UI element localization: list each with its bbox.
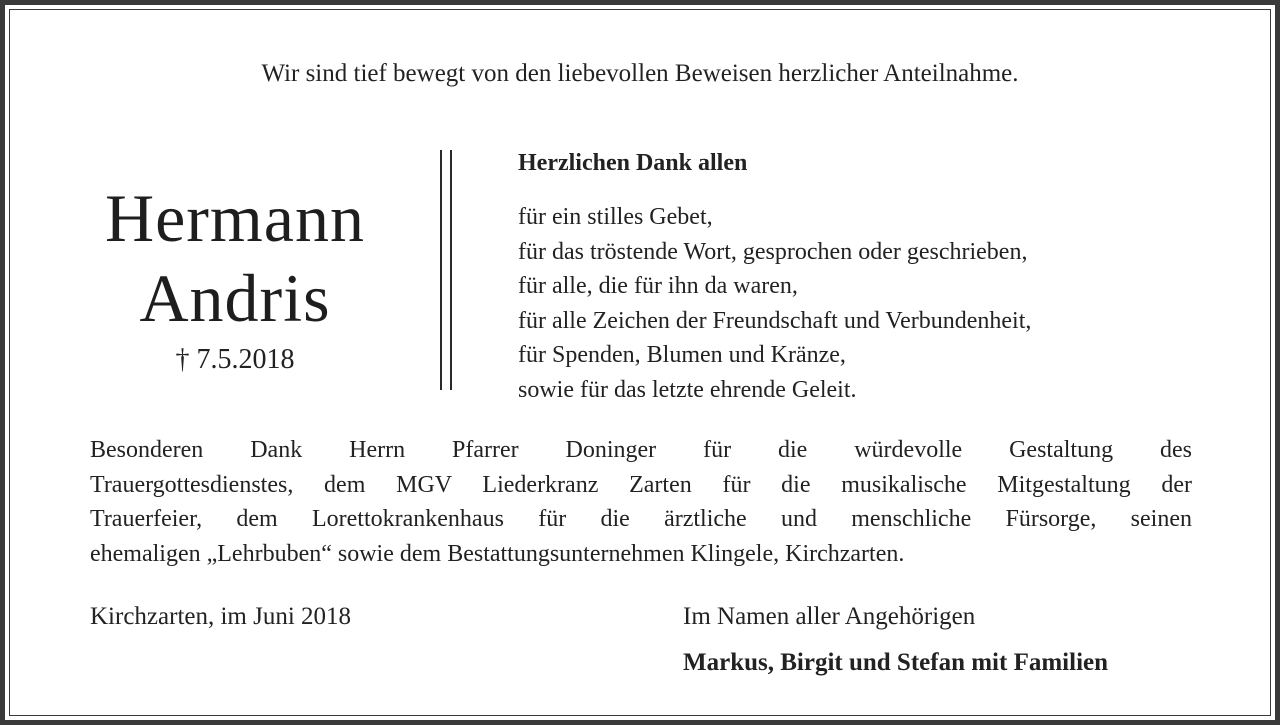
death-date: † 7.5.2018 xyxy=(175,344,295,375)
special-thanks-line: Besonderen Dank Herrn Pfarrer Doninger für die würdevolle Gestaltung des xyxy=(90,437,1192,463)
divider-line-left xyxy=(440,150,442,390)
thanks-item: für alle, die für ihn da waren, xyxy=(518,273,798,299)
thanks-item: für alle Zeichen der Freundschaft und Verbundenheit, xyxy=(518,307,1032,334)
thanks-item: sowie für das letzte ehrende Geleit. xyxy=(518,376,857,403)
signers-names: Markus, Birgit und Stefan mit Familien xyxy=(683,649,1109,676)
special-thanks-line: Trauergottesdienstes, dem MGV Liederkranz Zarten für die musikalische Mitgestaltung der xyxy=(90,471,1192,498)
deceased-last-name: Andris xyxy=(139,260,331,336)
intro-text: Wir sind tief bewegt von den liebevollen Beweisen herzlicher Anteilnahme. xyxy=(261,60,1019,87)
thanks-list xyxy=(518,200,1031,407)
special-thanks-line: Trauerfeier, dem Lorettokrankenhaus für die ärztliche und menschliche Fürsorge, seinen xyxy=(90,506,1192,532)
signoff-text: Im Namen aller Angehörigen xyxy=(683,603,976,630)
thanks-item: für Spenden, Blumen und Kränze, xyxy=(518,342,846,368)
thanks-item: für das tröstende Wort, gesprochen oder geschrieben, xyxy=(518,238,1028,265)
thanks-item: für ein stilles Gebet, xyxy=(518,204,713,230)
deceased-block xyxy=(70,178,400,376)
place-date: Kirchzarten, im Juni 2018 xyxy=(90,603,352,630)
deceased-first-name: Hermann xyxy=(104,180,365,256)
divider-line-right xyxy=(450,150,452,390)
thanks-heading: Herzlichen Dank allen xyxy=(518,150,748,176)
special-thanks-paragraph xyxy=(90,433,1192,571)
special-thanks-line: ehemaligen „Lehrbuben“ sowie dem Bestattungsunternehmen Klingele, Kirchzarten. xyxy=(90,540,905,567)
